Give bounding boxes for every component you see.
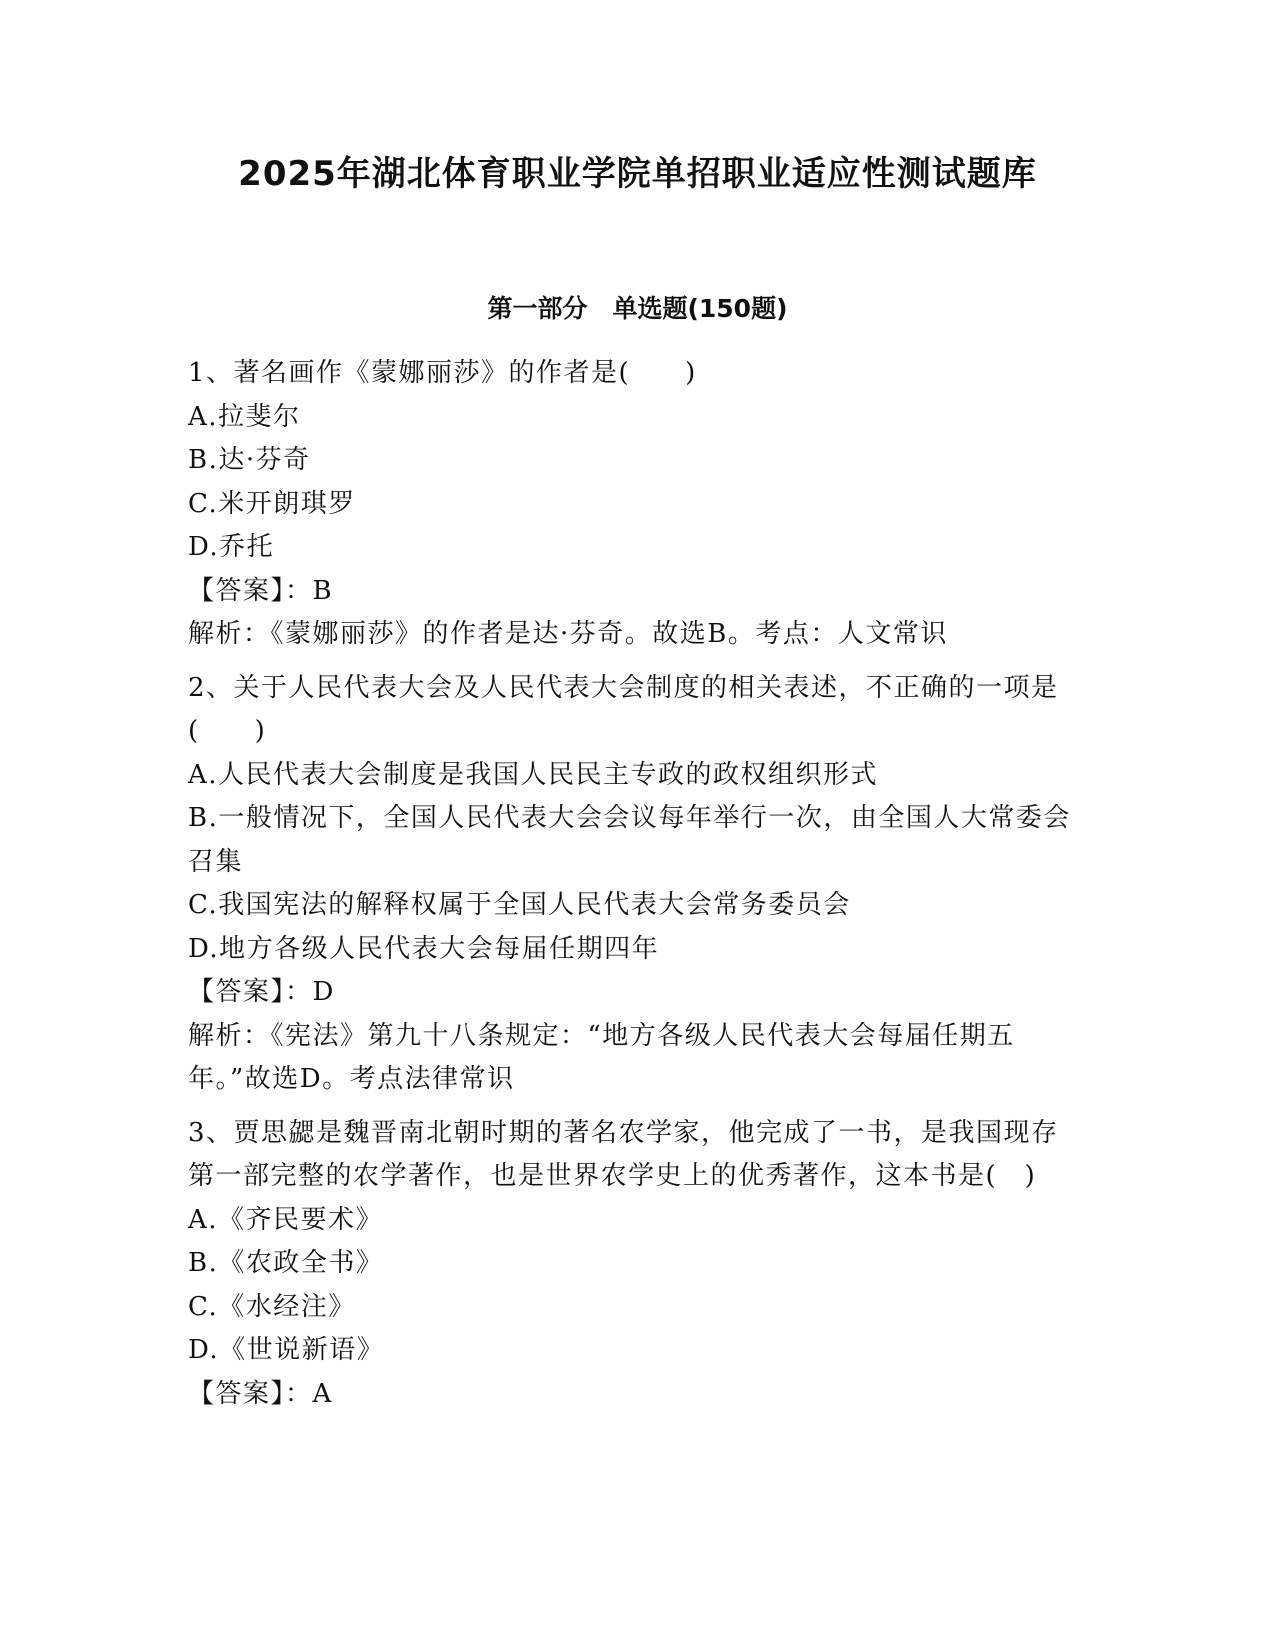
option-c: C.我国宪法的解释权属于全国人民代表大会常务委员会: [188, 890, 851, 920]
option-b: B.一般情况下，全国人民代表大会会议每年举行一次，由全国人大常委会召集: [188, 803, 1071, 877]
answer: 【答案】：D: [188, 977, 335, 1007]
analysis: 解析：《蒙娜丽莎》的作者是达·芬奇。故选B。考点：人文常识: [188, 619, 948, 649]
question-stem: 3、贾思勰是魏晋南北朝时期的著名农学家，他完成了一书，是我国现存第一部完整的农学著作，也是世界农学史上的优秀著作，这本书是( ): [188, 1117, 1059, 1191]
question-1: [188, 352, 1078, 657]
section-title: 第一部分 单选题(150题): [487, 294, 788, 323]
document-title: 2025年湖北体育职业学院单招职业适应性测试题库: [238, 154, 1037, 194]
option-d: D.《世说新语》: [188, 1335, 385, 1365]
analysis: 解析：《宪法》第九十八条规定：“地方各级人民代表大会每届任期五年。”故选D。考点法律常识: [188, 1020, 1015, 1094]
option-a: A.《齐民要术》: [188, 1204, 384, 1235]
answer: 【答案】：A: [188, 1378, 333, 1409]
option-b: B.《农政全书》: [188, 1248, 384, 1278]
question-list: [188, 352, 1078, 1426]
option-d: D.乔托: [188, 532, 275, 562]
question-stem: 1、著名画作《蒙娜丽莎》的作者是( ): [188, 358, 697, 388]
option-a: A.人民代表大会制度是我国人民民主专政的政权组织形式: [188, 759, 879, 790]
option-c: C.《水经注》: [188, 1291, 356, 1322]
option-c: C.米开朗琪罗: [188, 488, 356, 519]
question-3: [188, 1112, 1078, 1417]
question-2: [188, 667, 1078, 1102]
question-stem: 2、关于人民代表大会及人民代表大会制度的相关表述，不正确的一项是( ): [188, 672, 1059, 746]
option-b: B.达·芬奇: [188, 445, 311, 475]
option-a: A.拉斐尔: [188, 401, 301, 432]
option-d: D.地方各级人民代表大会每届任期四年: [188, 933, 660, 964]
answer: 【答案】：B: [188, 575, 334, 606]
